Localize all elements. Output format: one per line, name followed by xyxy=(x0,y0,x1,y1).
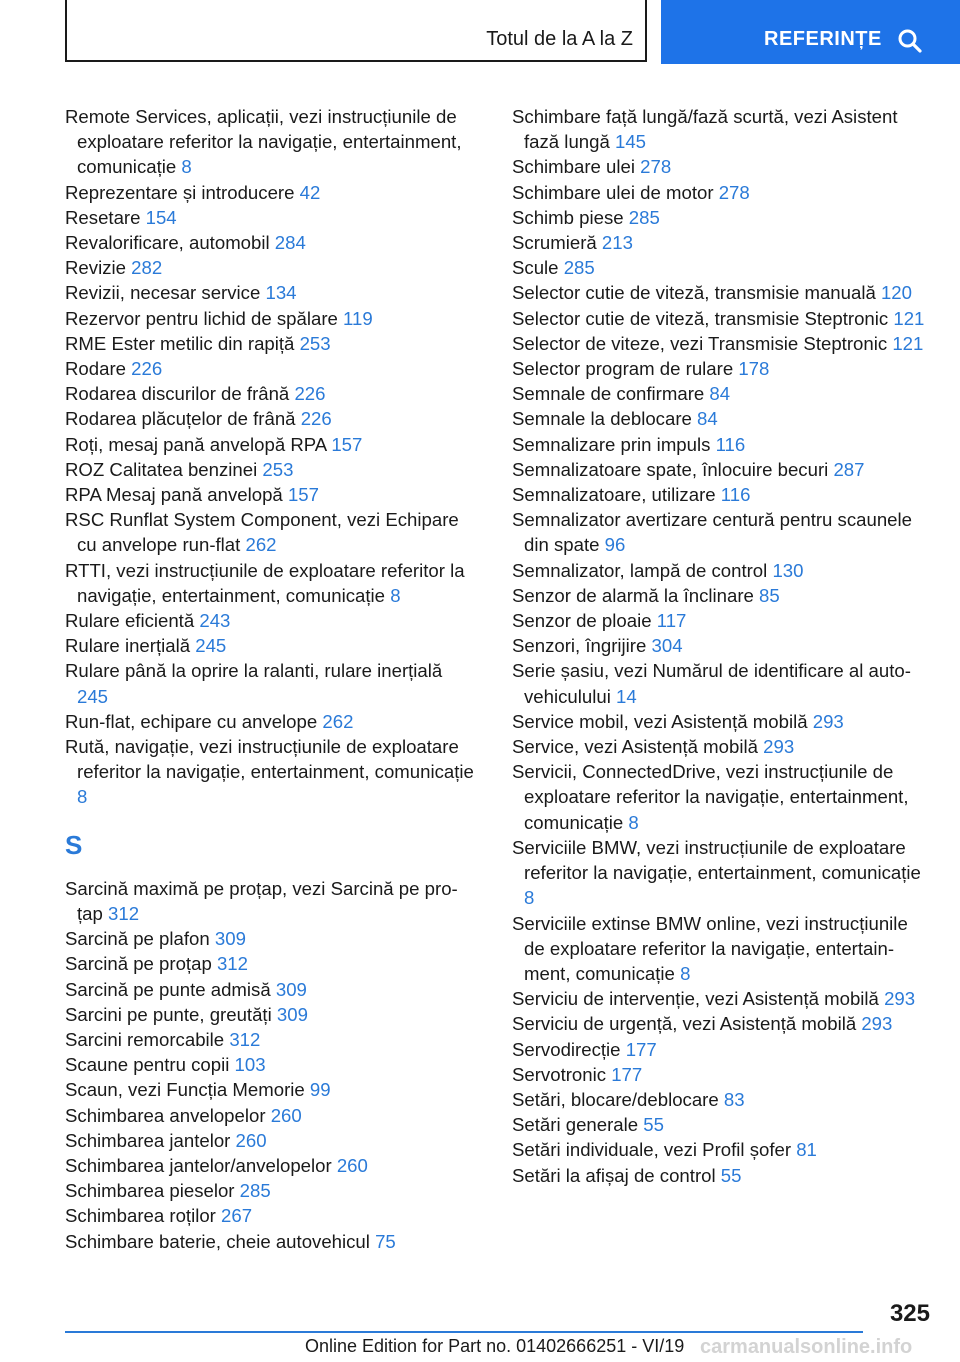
page-link[interactable]: 287 xyxy=(833,458,865,480)
index-entry xyxy=(65,926,477,951)
page-link[interactable]: 154 xyxy=(145,206,177,228)
index-entry xyxy=(512,911,932,987)
entry-text: Selector de viteze, vezi Transmisie Steptronic xyxy=(512,332,888,354)
index-entry xyxy=(512,1037,932,1062)
page-link[interactable]: 55 xyxy=(643,1114,664,1136)
page-link[interactable]: 293 xyxy=(861,1013,893,1035)
index-entry xyxy=(65,356,477,381)
index-entry xyxy=(512,104,932,154)
index-entry xyxy=(65,1178,477,1203)
index-entry xyxy=(512,1163,932,1188)
index-entry xyxy=(65,280,477,305)
index-entry xyxy=(512,230,932,255)
entry-text: Selector program de rulare xyxy=(512,358,734,380)
entry-text: Serie șasiu, vezi Numărul de identificare al autovehiculului xyxy=(512,660,911,707)
index-entry xyxy=(65,876,477,926)
index-entry xyxy=(65,1128,477,1153)
page-link[interactable]: 312 xyxy=(229,1028,261,1050)
index-entry xyxy=(512,759,932,835)
entry-text: Service mobil, vezi Asistență mobilă xyxy=(512,710,808,732)
entry-text: Schimbare baterie, cheie autovehicul xyxy=(65,1230,370,1252)
entry-text: Schimbarea jantelor xyxy=(65,1129,231,1151)
index-entry xyxy=(65,406,477,431)
index-entry xyxy=(65,709,477,734)
index-entry xyxy=(512,709,932,734)
page-link[interactable]: 282 xyxy=(131,257,163,279)
index-entry xyxy=(512,331,932,356)
index-entry xyxy=(65,180,477,205)
entry-text: RME Ester metilic din rapiță xyxy=(65,332,295,354)
watermark: carmanualsonline.info xyxy=(700,1336,913,1358)
page-link[interactable]: 14 xyxy=(616,685,637,707)
page-link[interactable]: 96 xyxy=(604,534,626,556)
entry-text: Semnale de confirmare xyxy=(512,383,705,405)
entry-text: RPA Mesaj pană anvelopă xyxy=(65,484,283,506)
index-entry xyxy=(65,306,477,331)
index-list-right xyxy=(512,104,932,1188)
page-link[interactable]: 121 xyxy=(892,332,924,354)
entry-text: Servodirecție xyxy=(512,1038,621,1060)
entry-text: Selector cutie de viteză, transmisie manuală xyxy=(512,282,876,304)
page-link[interactable]: 260 xyxy=(235,1129,267,1151)
entry-text: Schimbarea jantelor/anvelopelor xyxy=(65,1154,332,1176)
entry-text: Schimbare față lungă/fază scurtă, vezi Asistent fază lungă xyxy=(512,106,898,153)
index-entry xyxy=(512,583,932,608)
entry-text: Reprezentare și introducere xyxy=(65,181,295,203)
page-link[interactable]: 55 xyxy=(720,1164,742,1186)
page-link[interactable]: 157 xyxy=(331,433,363,455)
entry-text: Revizii, necesar service xyxy=(65,282,261,304)
page-link[interactable]: 116 xyxy=(720,484,751,506)
page-link[interactable]: 157 xyxy=(287,484,319,506)
page-link[interactable]: 260 xyxy=(270,1104,302,1126)
section-letter: S xyxy=(65,829,83,860)
entry-text: Remote Services, aplicații, vezi instrucțiunile de exploatare referitor la navigație, entertainment, comunicație xyxy=(65,106,462,178)
page-link[interactable]: 226 xyxy=(131,358,163,380)
entry-text: Rodare xyxy=(65,358,126,380)
page-link[interactable]: 81 xyxy=(796,1139,817,1161)
page-link[interactable]: 253 xyxy=(262,458,294,480)
index-entry xyxy=(65,331,477,356)
index-entry xyxy=(512,558,932,583)
entry-text: Sarcini remorcabile xyxy=(65,1028,225,1050)
page-link[interactable]: 120 xyxy=(880,282,912,304)
page-link[interactable]: 267 xyxy=(221,1205,253,1227)
index-entry xyxy=(512,507,932,557)
index-entry xyxy=(65,104,477,180)
page-link[interactable]: 8 xyxy=(524,887,535,909)
index-entry xyxy=(512,432,932,457)
page-link[interactable]: 85 xyxy=(759,584,780,606)
entry-text: Serviciile BMW, vezi instrucțiunile de exploatare referitor la navigație, entertainment, comunicație xyxy=(512,836,921,884)
entry-text: Sarcină pe plafon xyxy=(65,928,210,950)
entry-text: Schimbarea roților xyxy=(65,1205,216,1227)
entry-text: Schimbare ulei de motor xyxy=(512,181,714,203)
index-entry xyxy=(512,482,932,507)
page-link[interactable]: 8 xyxy=(77,786,88,808)
entry-text: Schimb piese xyxy=(512,206,624,228)
entry-text: Rulare inerțială xyxy=(65,635,191,657)
entry-text: Rodarea discurilor de frână xyxy=(65,383,290,405)
entry-text: Service, vezi Asistență mobilă xyxy=(512,736,758,758)
entry-text: Rulare până la oprire la ralanti, rulare inerțială xyxy=(65,660,443,682)
index-entry xyxy=(512,381,932,406)
entry-text: Roți, mesaj pană anvelopă RPA xyxy=(65,433,327,455)
page-link[interactable]: 285 xyxy=(239,1180,271,1202)
index-entry xyxy=(512,1062,932,1087)
page-link[interactable]: 293 xyxy=(763,736,795,758)
entry-text: Scaune pentru copii xyxy=(65,1054,230,1076)
index-entry xyxy=(65,734,477,810)
index-entry xyxy=(512,608,932,633)
page-link[interactable]: 84 xyxy=(697,408,718,430)
entry-text: Rută, navigație, vezi instrucțiunile de exploatare referitor la navigație, entertainment, comunicație xyxy=(65,736,474,783)
index-entry xyxy=(512,205,932,230)
index-list-r xyxy=(65,104,477,810)
index-entry xyxy=(512,457,932,482)
index-entry xyxy=(65,1153,477,1178)
search-icon[interactable] xyxy=(897,28,923,54)
entry-text: Schimbarea anvelopelor xyxy=(65,1104,266,1126)
page-link[interactable]: 260 xyxy=(336,1154,368,1176)
page-link[interactable]: 103 xyxy=(234,1054,266,1076)
page-link[interactable]: 262 xyxy=(322,710,354,732)
index-entry xyxy=(512,734,932,759)
index-entry xyxy=(65,457,477,482)
entry-text: Senzori, îngrijire xyxy=(512,635,647,657)
page-link[interactable]: 119 xyxy=(343,307,373,329)
page-link[interactable]: 177 xyxy=(611,1063,643,1085)
index-entry xyxy=(512,306,932,331)
entry-text: Scrumieră xyxy=(512,232,597,254)
entry-text: Schimbarea pieselor xyxy=(65,1180,235,1202)
entry-text: Setări generale xyxy=(512,1114,639,1136)
entry-text: Semnalizare prin impuls xyxy=(512,433,711,455)
entry-text: Setări individuale, vezi Profil șofer xyxy=(512,1139,792,1161)
index-entry xyxy=(512,986,932,1011)
index-entry xyxy=(65,507,477,557)
page-link[interactable]: 83 xyxy=(723,1088,745,1110)
entry-text: ROZ Calitatea benzinei xyxy=(65,458,258,480)
page-link[interactable]: 177 xyxy=(625,1038,657,1060)
index-column-left xyxy=(65,104,477,1254)
entry-text: Serviciu de intervenție, vezi Asistență mobilă xyxy=(512,988,879,1010)
index-entry xyxy=(512,154,932,179)
page-link[interactable]: 8 xyxy=(390,584,401,606)
page-link[interactable]: 116 xyxy=(715,433,746,455)
entry-text: Senzor de ploaie xyxy=(512,610,652,632)
page-link[interactable]: 278 xyxy=(640,156,672,178)
entry-text: Semnalizatoare spate, înlocuire becuri xyxy=(512,458,829,480)
entry-text: Run-flat, echipare cu anvelope xyxy=(65,710,318,732)
index-entry xyxy=(65,951,477,976)
page-link[interactable]: 293 xyxy=(884,988,916,1010)
page-link[interactable]: 262 xyxy=(245,534,277,556)
index-entry xyxy=(65,1229,477,1254)
index-entry xyxy=(65,1077,477,1102)
footer-divider xyxy=(65,1331,863,1333)
index-entry xyxy=(65,255,477,280)
page-link[interactable]: 145 xyxy=(614,131,647,153)
entry-text: Setări la afișaj de control xyxy=(512,1164,716,1186)
entry-text: Semnalizator avertizare centură pentru scaunele din spate xyxy=(512,509,912,556)
index-entry xyxy=(65,1052,477,1077)
page-link[interactable]: 285 xyxy=(563,257,595,279)
page-link[interactable]: 213 xyxy=(601,232,633,254)
page-link[interactable]: 285 xyxy=(628,206,660,228)
entry-text: Semnalizatoare, utilizare xyxy=(512,484,716,506)
index-entry xyxy=(512,1137,932,1162)
entry-text: Semnalizator, lampă de control xyxy=(512,559,768,581)
entry-text: Serviciile extinse BMW online, vezi instrucțiunile de exploatare referitor la navigație, entertainment, comunicație xyxy=(512,912,908,984)
index-column-right xyxy=(512,104,932,1188)
page-link[interactable]: 312 xyxy=(108,902,140,924)
page-number: 325 xyxy=(889,1300,930,1327)
page-link[interactable]: 130 xyxy=(772,559,804,581)
page-link[interactable]: 8 xyxy=(628,811,639,833)
entry-text: Rulare eficientă xyxy=(65,610,195,632)
index-entry xyxy=(65,658,477,708)
index-entry xyxy=(65,1103,477,1128)
entry-text: Semnale la deblocare xyxy=(512,408,692,430)
entry-text: Scaun, vezi Funcția Memorie xyxy=(65,1079,305,1101)
entry-text: Servotronic xyxy=(512,1063,607,1085)
page-link[interactable]: 42 xyxy=(299,181,321,203)
page-link[interactable]: 309 xyxy=(275,978,307,1000)
page-link[interactable]: 245 xyxy=(195,635,227,657)
entry-text: Sarcină maximă pe proțap, vezi Sarcină pe proțap xyxy=(65,877,458,924)
entry-text: Sarcini pe punte, greutăți xyxy=(65,1003,272,1025)
entry-text: Sarcină pe proțap xyxy=(65,953,212,975)
entry-text: Senzor de alarmă la înclinare xyxy=(512,584,754,606)
page-link[interactable]: 84 xyxy=(709,383,731,405)
page-link[interactable]: 134 xyxy=(265,282,297,304)
section-title: Totul de la A la Z xyxy=(486,28,633,50)
entry-text: Selector cutie de viteză, transmisie Steptronic xyxy=(512,307,889,329)
index-entry xyxy=(512,1087,932,1112)
index-entry xyxy=(65,381,477,406)
page-link[interactable]: 309 xyxy=(276,1003,308,1025)
page-link[interactable]: 75 xyxy=(375,1230,396,1252)
page-link[interactable]: 121 xyxy=(893,307,925,329)
page-link[interactable]: 226 xyxy=(300,408,332,430)
index-entry xyxy=(65,633,477,658)
index-entry xyxy=(512,356,932,381)
edition-text: Online Edition for Part no. 01402666251 - VI/19 xyxy=(305,1336,685,1356)
page-link[interactable]: 243 xyxy=(199,610,231,632)
page-header xyxy=(0,0,960,66)
page-link[interactable]: 245 xyxy=(77,685,109,707)
entry-text: Revalorificare, automobil xyxy=(65,232,270,254)
index-entry xyxy=(512,835,932,911)
index-entry xyxy=(512,633,932,658)
index-entry xyxy=(512,658,932,708)
index-entry xyxy=(512,406,932,431)
index-entry xyxy=(65,482,477,507)
entry-text: RSC Runflat System Component, vezi Echipare cu anvelope run-flat xyxy=(65,509,459,556)
index-entry xyxy=(512,280,932,305)
page-link[interactable]: 99 xyxy=(309,1079,331,1101)
page-link[interactable]: 293 xyxy=(812,710,844,732)
index-entry xyxy=(65,432,477,457)
page-link[interactable]: 304 xyxy=(651,635,683,657)
index-entry xyxy=(65,1203,477,1228)
entry-text: Sarcină pe punte admisă xyxy=(65,978,271,1000)
index-entry xyxy=(65,558,477,608)
index-entry xyxy=(512,180,932,205)
index-entry xyxy=(512,1011,932,1036)
page-link[interactable]: 312 xyxy=(216,953,248,975)
entry-text: Resetare xyxy=(65,206,141,228)
index-entry xyxy=(65,1002,477,1027)
index-entry xyxy=(65,608,477,633)
entry-text: Serviciu de urgență, vezi Asistență mobilă xyxy=(512,1013,857,1035)
index-entry xyxy=(65,205,477,230)
entry-text: Revizie xyxy=(65,257,126,279)
page-link[interactable]: 8 xyxy=(181,156,192,178)
entry-text: Rodarea plăcuțelor de frână xyxy=(65,408,296,430)
references-tab[interactable] xyxy=(661,0,960,64)
index-list-s xyxy=(65,876,477,1254)
page-link[interactable]: 284 xyxy=(274,232,306,254)
entry-text: Rezervor pentru lichid de spălare xyxy=(65,307,338,329)
index-entry xyxy=(512,1112,932,1137)
entry-text: RTTI, vezi instrucțiunile de exploatare referitor la navigație, entertainment, comunicație xyxy=(65,559,465,606)
entry-text: Servicii, ConnectedDrive, vezi instrucțiunile de exploatare referitor la navigație, entertainment, comunicație xyxy=(512,761,909,833)
page-link[interactable]: 226 xyxy=(294,383,326,405)
page-link[interactable]: 309 xyxy=(214,928,246,950)
page-link[interactable]: 253 xyxy=(299,332,331,354)
section-tab xyxy=(65,0,647,62)
index-entry xyxy=(65,230,477,255)
entry-text: Schimbare ulei xyxy=(512,156,635,178)
page-link[interactable]: 278 xyxy=(718,181,750,203)
entry-text: Scule xyxy=(512,257,559,279)
index-entry xyxy=(65,977,477,1002)
entry-text: Setări, blocare/deblocare xyxy=(512,1088,719,1110)
page-link[interactable]: 8 xyxy=(680,962,691,984)
page-link[interactable]: 117 xyxy=(656,610,687,632)
references-tab-label: REFERINȚE xyxy=(764,28,882,50)
index-entry xyxy=(65,1027,477,1052)
page-link[interactable]: 178 xyxy=(738,358,770,380)
index-entry xyxy=(512,255,932,280)
